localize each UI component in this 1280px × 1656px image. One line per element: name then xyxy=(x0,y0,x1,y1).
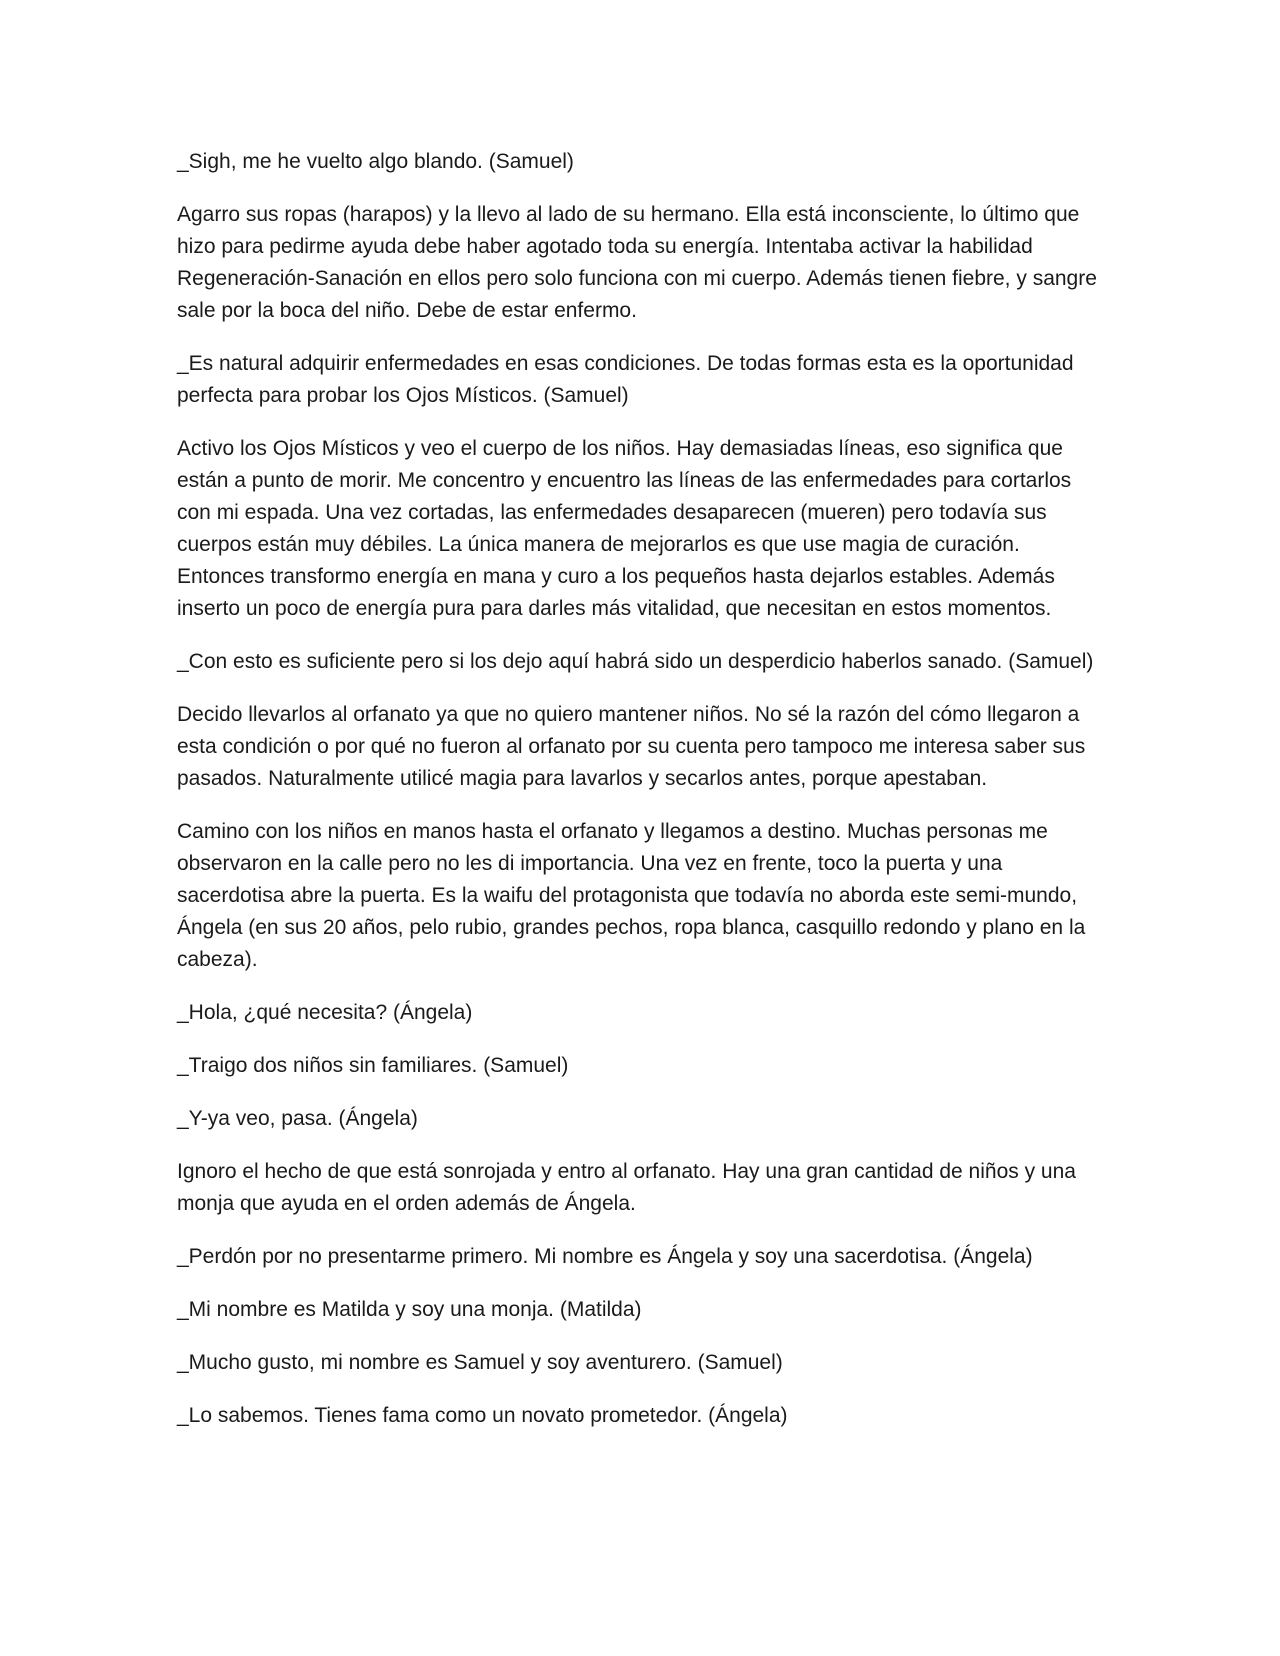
dialogue-line: _Y-ya veo, pasa. (Ángela) xyxy=(177,1107,418,1130)
dialogue-line: _Hola, ¿qué necesita? (Ángela) xyxy=(177,1001,473,1024)
dialogue-line: _Traigo dos niños sin familiares. (Samuel) xyxy=(177,1054,569,1077)
dialogue-line: _Mi nombre es Matilda y soy una monja. (Matilda) xyxy=(177,1298,642,1321)
dialogue-line: _Perdón por no presentarme primero. Mi nombre es Ángela y soy una sacerdotisa. (Ángela) xyxy=(177,1245,1033,1268)
dialogue-line: _Lo sabemos. Tienes fama como un novato prometedor. (Ángela) xyxy=(177,1404,788,1427)
dialogue-line: _Mucho gusto, mi nombre es Samuel y soy aventurero. (Samuel) xyxy=(177,1351,783,1374)
dialogue-line: _Es natural adquirir enfermedades en esas condiciones. De todas formas esta es la oportunidad perfecta para probar los Ojos Místicos. (Samuel) xyxy=(177,352,1074,407)
dialogue-line: _Con esto es suficiente pero si los dejo aquí habrá sido un desperdicio haberlos sanado. (Samuel) xyxy=(177,650,1094,673)
document-page xyxy=(177,146,1097,1453)
dialogue-line: _Sigh, me he vuelto algo blando. (Samuel) xyxy=(177,150,574,173)
narration-paragraph: Camino con los niños en manos hasta el orfanato y llegamos a destino. Muchas personas me observaron en la calle pero no les di importancia. Una vez en frente, toco la puerta y una sacerdotisa abre la puerta. Es la waifu del protagonista que todavía no aborda este semi-mundo, Ángela (en sus 20 años, pelo rubio, grandes pechos, ropa blanca, casquillo redondo y plano en la cabeza). xyxy=(177,820,1086,971)
narration-paragraph: Decido llevarlos al orfanato ya que no quiero mantener niños. No sé la razón del cómo llegaron a esta condición o por qué no fueron al orfanato por su cuenta pero tampoco me interesa saber sus pasados. Naturalmente utilicé magia para lavarlos y secarlos antes, porque apestaban. xyxy=(177,703,1086,790)
narration-paragraph: Activo los Ojos Místicos y veo el cuerpo de los niños. Hay demasiadas líneas, eso significa que están a punto de morir. Me concentro y encuentro las líneas de las enfermedades para cortarlos con mi espada. Una vez cortadas, las enfermedades desaparecen (mueren) pero todavía sus cuerpos están muy débiles. La única manera de mejorarlos es que use magia de curación. Entonces transformo energía en mana y curo a los pequeños hasta dejarlos estables. Además inserto un poco de energía pura para darles más vitalidad, que necesitan en estos momentos. xyxy=(177,437,1072,620)
narration-paragraph: Agarro sus ropas (harapos) y la llevo al lado de su hermano. Ella está inconsciente, lo último que hizo para pedirme ayuda debe haber agotado toda su energía. Intentaba activar la habilidad Regeneración-Sanación en ellos pero solo funciona con mi cuerpo. Además tienen fiebre, y sangre sale por la boca del niño. Debe de estar enfermo. xyxy=(177,203,1097,322)
narration-paragraph: Ignoro el hecho de que está sonrojada y entro al orfanato. Hay una gran cantidad de niños y una monja que ayuda en el orden además de Ángela. xyxy=(177,1160,1076,1215)
